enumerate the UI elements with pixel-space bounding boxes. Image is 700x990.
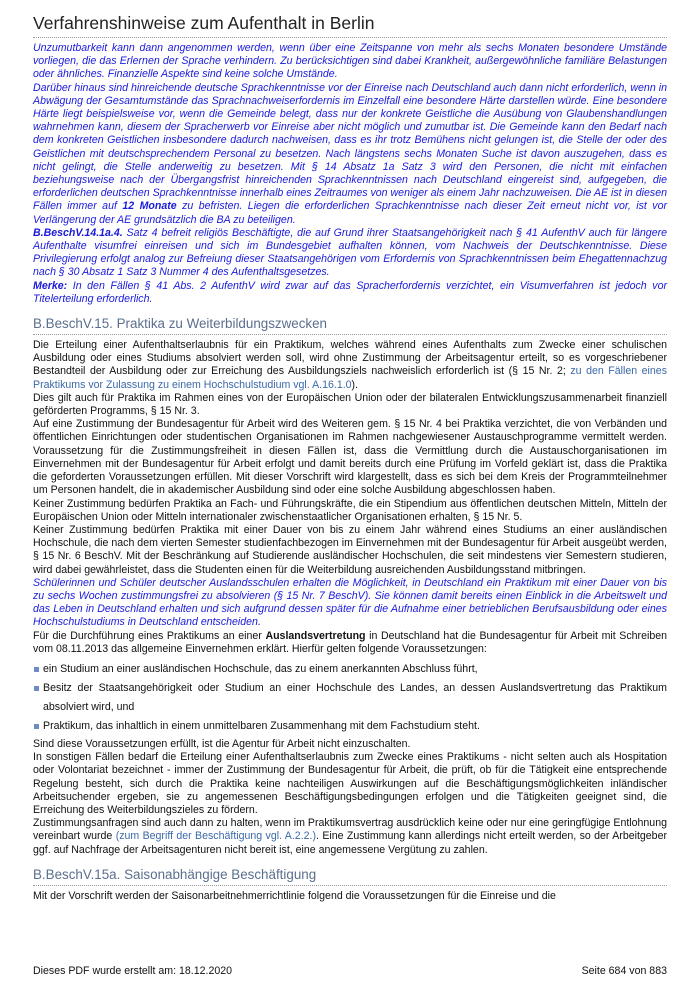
- list-item: [33, 679, 667, 717]
- paragraph: Sind diese Voraussetzungen erfüllt, ist die Agentur für Arbeit nicht einzuschalten.: [33, 737, 411, 750]
- list-item: [33, 717, 667, 736]
- blue-note-block: [33, 42, 667, 306]
- paragraph: Keiner Zustimmung bedürfen Praktika an Fach- und Führungskräfte, die ein Stipendium aus öffentlichen deutschen Mitteln, Mitteln der Europäischen Union oder Mitteln internationaler zwischenstaatlicher Organisationen erhalten, § 15 Nr. 5.: [33, 497, 667, 523]
- text-span: . Eine Zustimmung kann allerdings nicht erteilt werden, so der Arbeitgeber ggf. auf Nachfrage der Arbeitsagenturen nicht bereit ist, eine angemessene Vergütung zu zahlen.: [33, 830, 667, 856]
- list-item-text: Besitz der Staatsangehörigkeit oder Studium an einer Hochschule des Landes, an dessen Auslandsvertretung das Praktikum absolviert wird, und: [43, 681, 667, 713]
- paragraph: [33, 280, 667, 306]
- paragraph-label: B.BeschV.14.1a.4.: [33, 226, 123, 239]
- text-span: Satz 4 befreit religiös Beschäftigte, die auf Grund ihrer Staatsangehörigkeit nach § 41 AufenthV auch für längere Aufenthalte visumfrei einreisen und sich im Bundesgebiet aufhalten können, vom Nachweis der Deutschkenntnisse. Diese Privilegierung erfolgt analog zur Befreiung dieser Staatsangehörigen vom Erfordernis von Sprachkenntnissen beim Ehegattennachzug nach § 30 Absatz 1 Satz 3 Nummer 4 des Aufenthaltsgesetzes.: [33, 226, 667, 279]
- paragraph: [33, 817, 667, 857]
- text-span: Darüber hinaus sind hinreichende deutsche Sprachkenntnisse vor der Einreise nach Deutschland auch dann nicht erforderlich, wenn in Abwägung der Gesamtumstände das Sprachnachweiserfordernis im Einzelfall eine besondere Härte darstellen würde. Eine besondere Härte liegt beispielsweise vor, wenn die Gemeinde belegt, dass nur der konkrete Geistliche die Ausübung von Glaubenshandlungen wahrnehmen kann, diesem der Spracherwerb vor Einreise aber nicht möglich und zumutbar ist. Die Gemeinde kann den Bedarf nach dem konkreten Geistlichen insbesondere dadurch nachweisen, dass es ihr trotz Bemühens nicht gelungen ist, die Stelle der oder des Geistlichen mit deutschsprechendem Personal zu besetzen. Nach längstens sechs Monaten Suche ist davon auszugehen, dass es nicht gelingt, die Stelle anderweitig zu besetzen. Mit § 14 Absatz 1a Satz 3 wird den Personen, die nicht mit einfachen beziehungsweise nach der Übergangsfrist hinreichenden Sprachkenntnissen nach Deutschland eingereist sind, aufgegeben, die erforderlichen deutschen Sprachkenntnisse innerhalb eines Zeitraumes von weniger als einem Jahr nachzuweisen. Die AE ist in diesen Fällen immer auf: [33, 81, 667, 213]
- text-span: in Deutschland hat die Bundesagentur für Arbeit mit Schreiben vom 08.11.2013 das allgemeine Einvernehmen erklärt. Hierfür gelten folgende Voraussetzungen:: [33, 629, 667, 655]
- merke-label: Merke:: [33, 279, 68, 292]
- square-bullet-icon: [34, 667, 39, 672]
- paragraph: Keiner Zustimmung bedürfen Praktika mit einer Dauer von bis zu einem Jahr während eines Studiums an einer ausländischen Hochschule, die nach dem vierten Semester studienfachbezogen im Einvernehmen mit der Bundesagentur für Arbeit ausgeübt werden, § 15 Nr. 6 BeschV. Mit der Beschränkung auf Studierende ausländischer Hochschulen, die seit mindestens vier Semestern studieren, wird dabei gewährleistet, dass die Studenten einen für die Weiterbildung ausreichenden Ausbildungsstand mitbringen.: [33, 523, 667, 576]
- section-body: [33, 339, 667, 857]
- section-body: [33, 890, 667, 903]
- paragraph: Unzumutbarkeit kann dann angenommen werden, wenn über eine Zeitspanne von mehr als sechs Monaten besondere Umstände vorliegen, die das Erlernen der Sprache verhindern. Zu berücksichtigen sind dabei Krankheit, außergewöhnliche familiäre Belastungen oder ähnliches. Finanzielle Aspekte sind keine solche Umstände.: [33, 42, 667, 81]
- text-span: zu befristen. Liegen die erforderlichen Sprachkenntnisse nach dieser Zeit erneut nicht vor, ist vor Verlängerung der AE grundsätzlich die BA zu beteiligen.: [33, 200, 667, 226]
- text-span: Für die Durchführung eines Praktikums an einer: [33, 629, 266, 642]
- paragraph: Dies gilt auch für Praktika im Rahmen eines von der Europäischen Union oder der bilateralen Entwicklungszusammenarbeit finanziell geförderten Programms, § 15 Nr. 3.: [33, 391, 667, 418]
- paragraph: [33, 227, 667, 280]
- bullet-list: [33, 660, 667, 736]
- paragraph: [33, 339, 667, 392]
- title-divider: [33, 37, 667, 38]
- paragraph: Mit der Vorschrift werden der Saisonarbeitnehmerrichtlinie folgend die Voraussetzungen für die Einreise und die: [33, 889, 556, 902]
- square-bullet-icon: [34, 686, 39, 691]
- section-heading: B.BeschV.15. Praktika zu Weiterbildungszwecken: [33, 316, 328, 332]
- paragraph: [33, 82, 667, 227]
- paragraph: Auf eine Zustimmung der Bundesagentur für Arbeit wird des Weiteren gem. § 15 Nr. 4 bei Praktika verzichtet, die von Verbänden und öffentlichen Einrichtungen oder studentischen Organisationen im Rahmen nachgewiesener Austauschprogramme vermittelt werden. Voraussetzung für die Zustimmungsfreiheit in diesen Fällen ist, dass die Vermittlung durch die Austauschorganisationen im Einvernehmen mit der Bundesagentur für Arbeit erfolgt und damit bereits durch eine Prüfung im Vorfeld geklärt ist, dass die Praktika die geforderten Voraussetzungen erfüllen. Mit dieser Vorschrift wird klargestellt, dass es sich bei dem Kreis der Programmteilnehmer um Personen handelt, die in akademischer Ausbildung sind oder eine solche Ausbildung abgeschlossen haben.: [33, 418, 667, 497]
- section-heading: B.BeschV.15a. Saisonabhängige Beschäftigung: [33, 866, 317, 882]
- section-divider: [33, 334, 667, 335]
- crossref-link[interactable]: zu den Fällen eines Praktikums vor Zulassung zu einem Hochschulstudium vgl. A.16.1.0: [33, 365, 667, 391]
- list-item-text: Praktikum, das inhaltlich in einem unmittelbaren Zusammenhang mit dem Fachstudium steht.: [43, 719, 480, 732]
- list-item-text: ein Studium an einer ausländischen Hochschule, das zu einem anerkannten Abschluss führt,: [43, 662, 478, 675]
- list-item: [33, 660, 667, 679]
- footer-page-number: Seite 684 von 883: [581, 965, 667, 977]
- section-divider: [33, 885, 667, 886]
- text-span: In den Fällen § 41 Abs. 2 AufenthV wird zwar auf das Spracherfordernis verzichtet, ein Visumverfahren ist jedoch vor Titelerteilung erforderlich.: [33, 279, 667, 305]
- text-span: ).: [351, 378, 359, 391]
- paragraph: [33, 630, 667, 656]
- paragraph-blue: Schülerinnen und Schüler deutscher Auslandsschulen erhalten die Möglichkeit, in Deutschland ein Praktikum mit einer Dauer von bis zu sechs Wochen zustimmungsfrei zu absolvieren (§ 15 Nr. 7 BeschV). Sie können damit bereits einen Einblick in die Arbeitswelt und das Leben in Deutschland erhalten und sich aufgrund dessen später für die Aufnahme einer betrieblichen Berufsausbildung oder eines Hochschulstudiums in Deutschland entscheiden.: [33, 576, 667, 629]
- crossref-link[interactable]: (zum Begriff der Beschäftigung vgl. A.2.2.): [115, 830, 317, 843]
- paragraph: In sonstigen Fällen bedarf die Erteilung einer Aufenthaltserlaubnis zum Zwecke eines Praktikums - nicht selten auch als Hospitation oder Volontariat bezeichnet - immer der Zustimmung der Bundesagentur für Arbeit, die prüft, ob für die Tätigkeit eine entsprechende Regelung besteht, sich durch die Praktika keine nachteiligen Auswirkungen auf die Beschäftigungsmöglichkeiten inländischer Arbeitsuchender ergeben, sie zu angemessenen Beschäftigungsbedingungen erfolgen und die Tätigkeiten geeignet sind, die Erreichung des Weiterbildungszieles zu fördern.: [33, 751, 667, 816]
- footer-created-date: Dieses PDF wurde erstellt am: 18.12.2020: [33, 965, 233, 977]
- bold-term: Auslandsvertretung: [265, 629, 366, 642]
- text-span: Zustimmungsanfragen sind auch dann zu halten, wenn im Praktikumsvertrag ausdrücklich keine oder nur eine geringfügige Entlohnung vereinbart wurde: [33, 817, 667, 843]
- square-bullet-icon: [34, 724, 39, 729]
- document-title: Verfahrenshinweise zum Aufenthalt in Berlin: [33, 13, 375, 33]
- text-span: Die Erteilung einer Aufenthaltserlaubnis für ein Praktikum, welches während eines Aufenthalts zum Zwecke einer schulischen Ausbildung oder eines Studiums absolviert werden soll, wird ohne Zustimmung der Arbeitsagentur erteilt, so es vorgeschriebener Bestandteil der Ausbildung oder zur Erreichung des Ausbildungsziels nachweislich erforderlich ist (§ 15 Nr. 2;: [33, 339, 667, 378]
- bold-term: 12 Monate: [122, 200, 177, 213]
